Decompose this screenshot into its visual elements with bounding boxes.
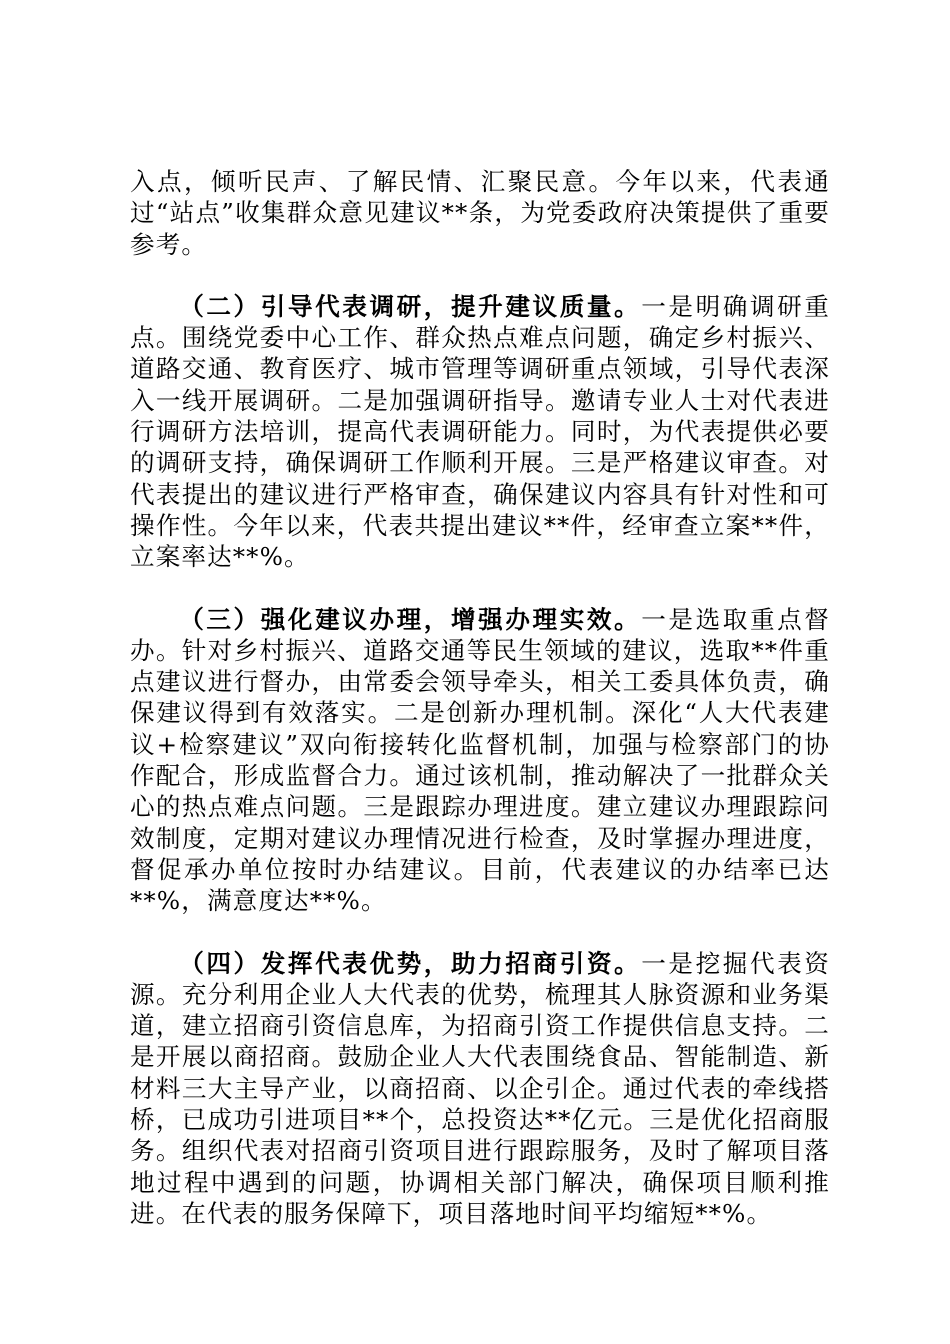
paragraph-intro-continuation <box>130 166 830 260</box>
paragraph-body: 一是明确调研重点。围绕党委中心工作、群众热点难点问题，确定乡村振兴、道路交通、教育医疗、城市管理等调研重点领域，引导代表深入一线开展调研。二是加强调研指导。邀请专业人士对代表进行调研方法培训，提高代表调研能力。同时，为代表提供必要的调研支持，确保调研工作顺利开展。三是严格建议审查。对代表提出的建议进行严格审查，确保建议内容具有针对性和可操作性。今年以来，代表共提出建议**件，经审查立案**件，立案率达**%。 <box>130 291 831 572</box>
section-heading: （三）强化建议办理，增强办理实效。 <box>179 604 642 634</box>
section-heading: （四）发挥代表优势，助力招商引资。 <box>179 948 642 978</box>
paragraph-section-3 <box>130 604 830 917</box>
paragraph-section-4 <box>130 948 830 1230</box>
paragraph-section-2 <box>130 291 830 573</box>
paragraph-body: 一是挖掘代表资源。充分利用企业人大代表的优势，梳理其人脉资源和业务渠道，建立招商引资信息库，为招商引资工作提供信息支持。二是开展以商招商。鼓励企业人大代表围绕食品、智能制造、新材料三大主导产业，以商招商、以企引企。通过代表的牵线搭桥，已成功引进项目**个，总投资达**亿元。三是优化招商服务。组织代表对招商引资项目进行跟踪服务，及时了解项目落地过程中遇到的问题，协调相关部门解决，确保项目顺利推进。在代表的服务保障下，项目落地时间平均缩短**%。 <box>130 948 831 1228</box>
document-page <box>130 166 830 1260</box>
section-heading: （二）引导代表调研，提升建议质量。 <box>179 291 642 321</box>
paragraph-body: 入点，倾听民声、了解民情、汇聚民意。今年以来，代表通过“站点”收集群众意见建议**条，为党委政府决策提供了重要参考。 <box>130 167 830 259</box>
paragraph-body: 一是选取重点督办。针对乡村振兴、道路交通等民生领域的建议，选取**件重点建议进行督办，由常委会领导牵头，相关工委具体负责，确保建议得到有效落实。二是创新办理机制。深化“人大代表建议+检察建议”双向衔接转化监督机制，加强与检察部门的协作配合，形成监督合力。通过该机制，推动解决了一批群众关心的热点难点问题。三是跟踪办理进度。建立建议办理跟踪问效制度，定期对建议办理情况进行检查，及时掌握办理进度，督促承办单位按时办结建议。目前，代表建议的办结率已达**%，满意度达**%。 <box>130 604 831 916</box>
